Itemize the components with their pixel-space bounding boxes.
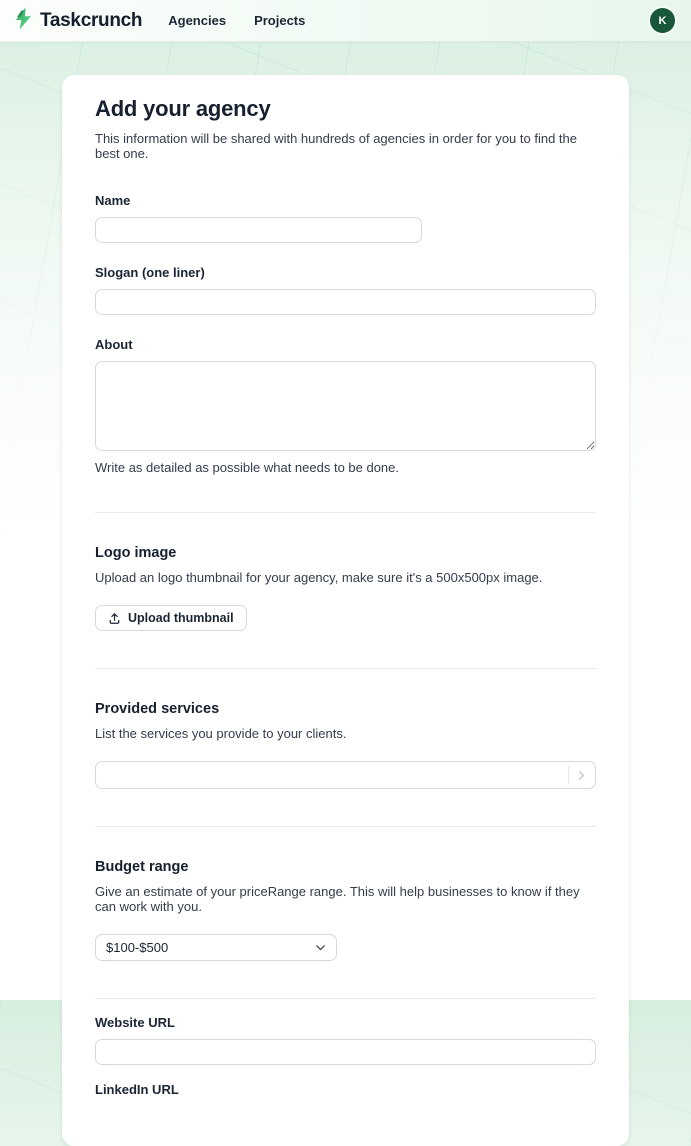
brand-name: Taskcrunch [40,9,143,31]
slogan-field-group [95,265,596,315]
name-input[interactable] [95,217,422,243]
top-navigation-bar [0,0,691,42]
website-url-field-group [95,1015,596,1065]
budget-range-select[interactable] [95,934,337,961]
about-label: About [95,337,133,352]
services-input[interactable] [95,761,596,789]
about-field-group [95,337,596,475]
services-section-description: List the services you provide to your clients. [95,726,347,741]
linkedin-url-label: LinkedIn URL [95,1082,179,1097]
slogan-input[interactable] [95,289,596,315]
nav-item-projects[interactable]: Projects [254,13,306,28]
budget-range-section [95,859,596,961]
about-textarea[interactable] [95,361,596,451]
logo-section-heading: Logo image [95,545,177,561]
page-subtitle: This information will be shared with hundreds of agencies in order for you to find the best one. [95,131,577,161]
logo-section-description: Upload an logo thumbnail for your agency, make sure it's a 500x500px image. [95,570,543,585]
upload-icon [108,612,121,625]
main-nav [168,13,305,28]
website-url-input[interactable] [95,1039,596,1065]
section-divider [95,512,596,513]
user-avatar[interactable]: K [650,8,675,33]
add-agency-card [62,75,629,1146]
upload-thumbnail-label: Upload thumbnail [128,611,234,625]
budget-section-heading: Budget range [95,859,189,875]
nav-item-agencies[interactable]: Agencies [168,13,227,28]
services-section-heading: Provided services [95,701,220,717]
chevron-right-icon[interactable] [570,761,592,789]
budget-section-description: Give an estimate of your priceRange range. This will help businesses to know if they can work with you. [95,884,580,914]
provided-services-section [95,701,596,789]
name-label: Name [95,193,131,208]
brand-logo[interactable] [14,7,142,35]
services-input-wrap [95,761,596,789]
linkedin-url-field-group [95,1082,596,1097]
section-divider [95,668,596,669]
upload-thumbnail-button[interactable] [95,605,247,631]
slogan-label: Slogan (one liner) [95,265,205,280]
section-divider [95,826,596,827]
taskcrunch-bolt-icon [14,7,33,35]
website-url-label: Website URL [95,1015,175,1030]
section-divider [95,998,596,999]
name-field-group [95,193,596,243]
about-helper-text: Write as detailed as possible what needs to be done. [95,460,400,475]
budget-selected-value: $100-$500 [106,940,169,955]
logo-image-section [95,545,596,631]
page-title: Add your agency [95,96,271,121]
chevron-down-icon [315,942,326,953]
services-input-separator [568,766,569,784]
